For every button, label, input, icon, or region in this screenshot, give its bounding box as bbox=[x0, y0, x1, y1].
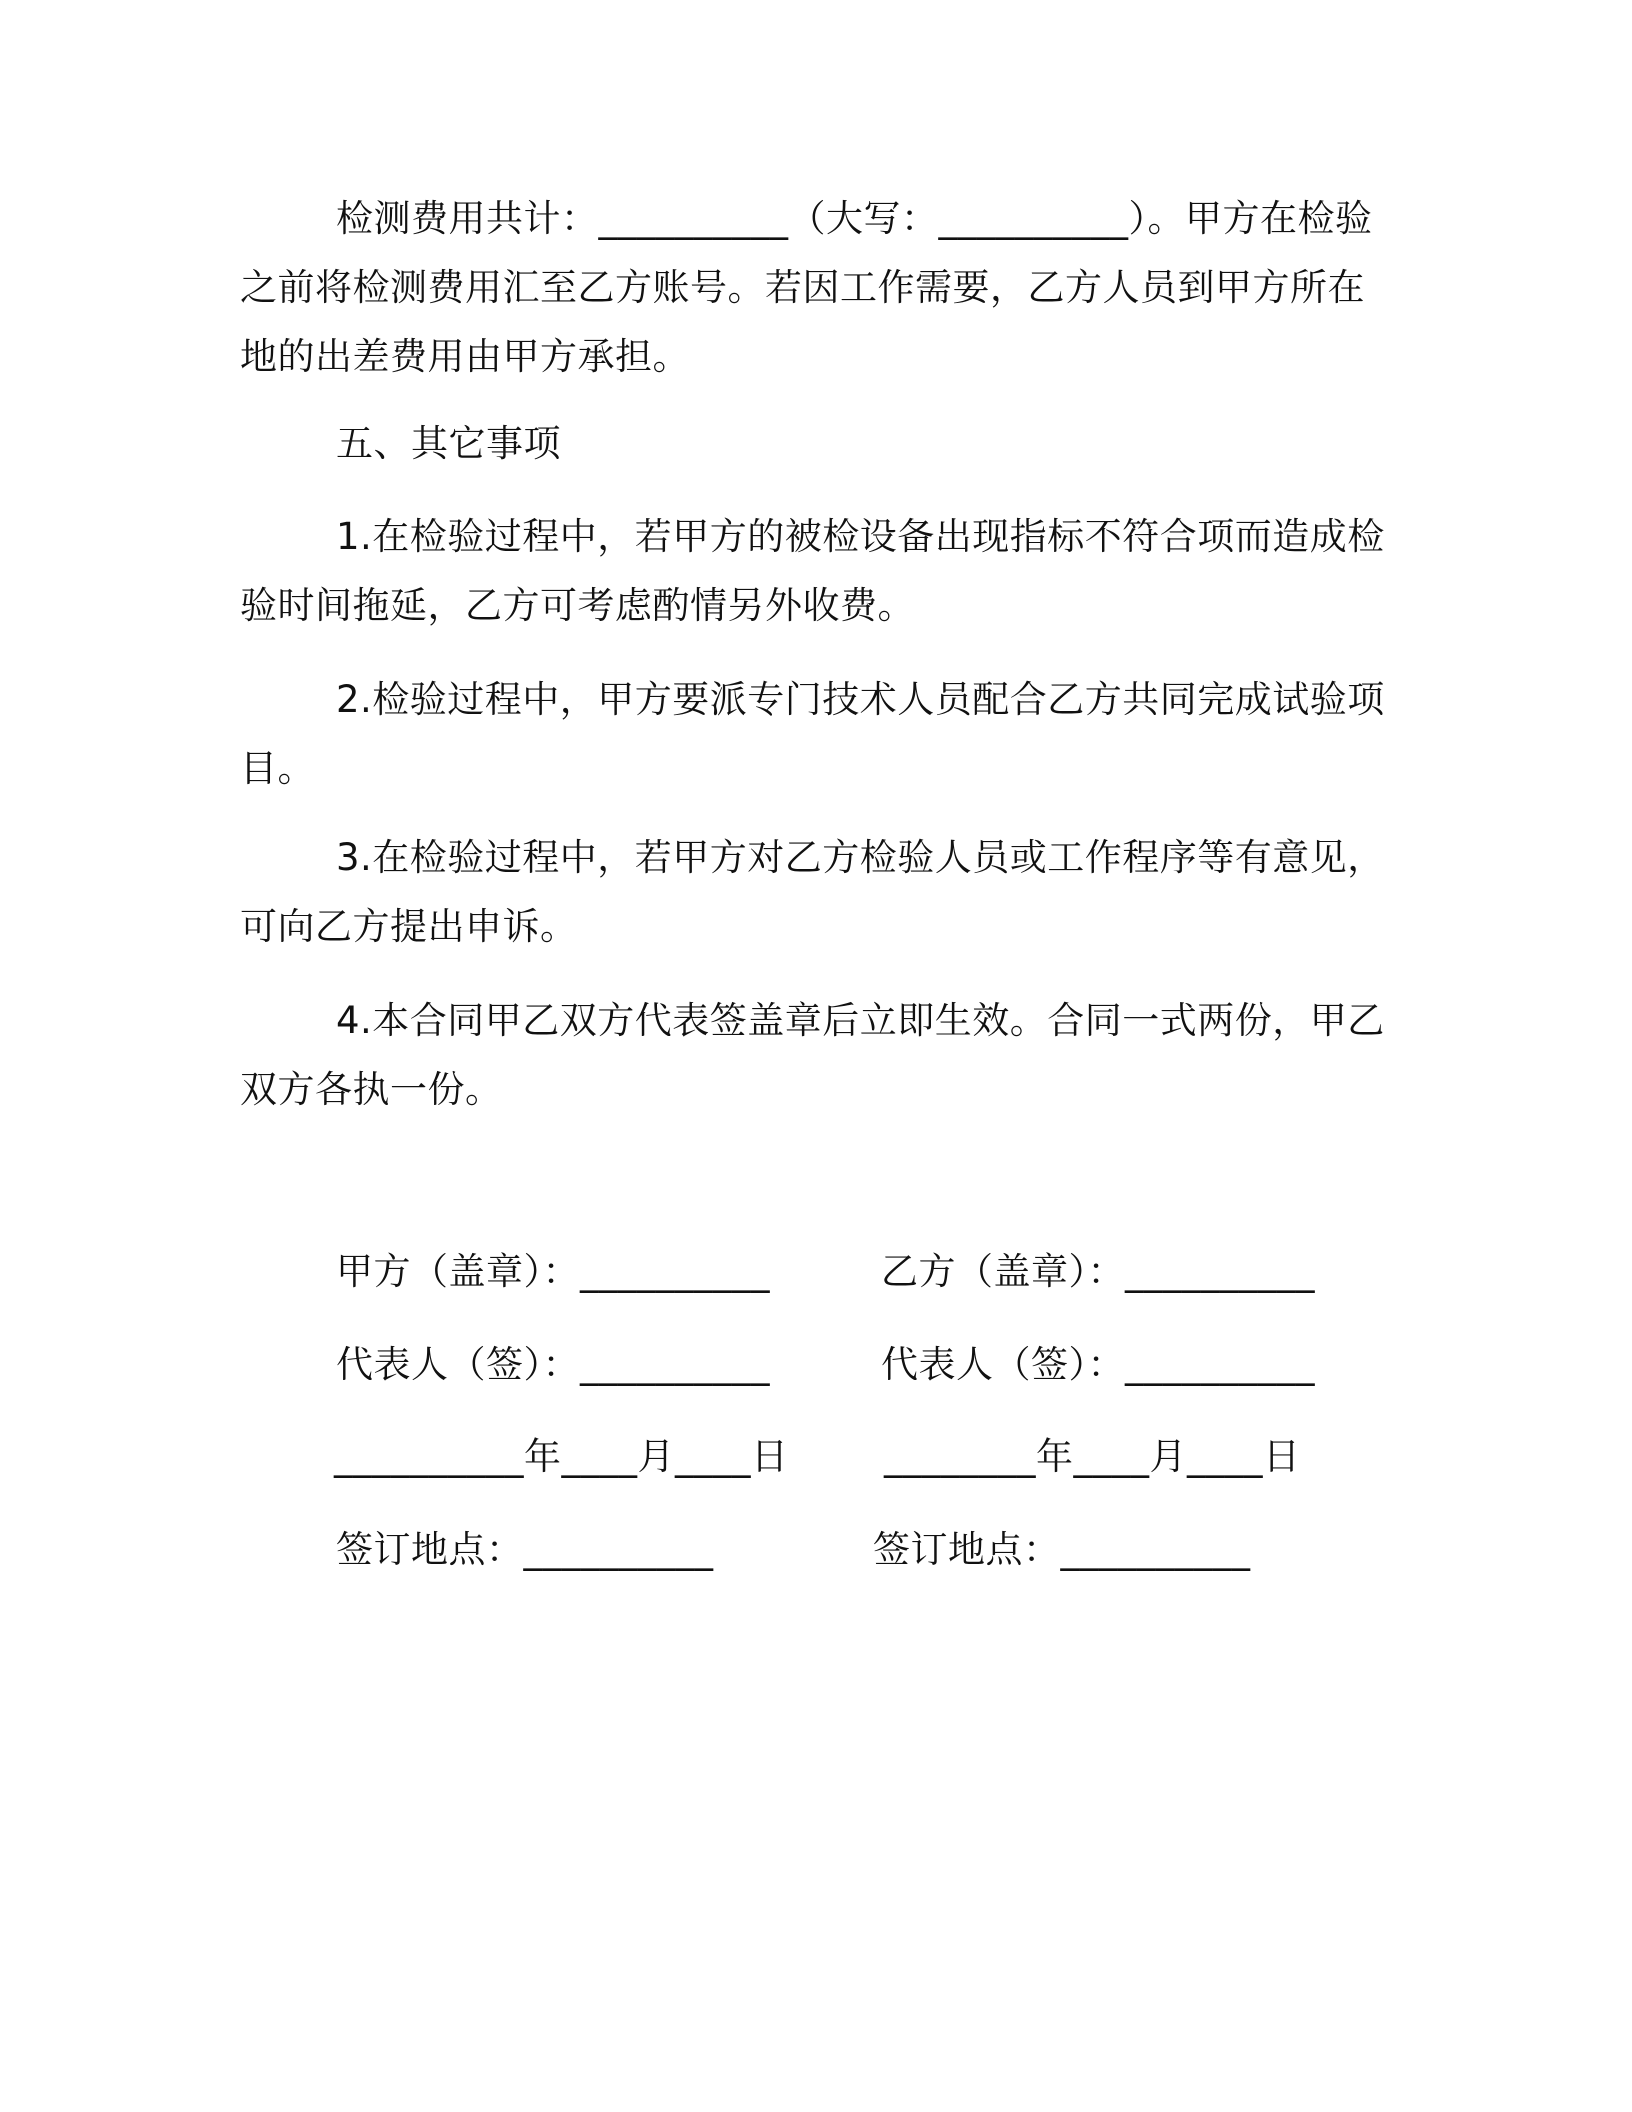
item-1 bbox=[240, 502, 1388, 640]
party-a-signing-place: 签订地点：__________ bbox=[336, 1528, 714, 1571]
party-a-date: __________年____月____日 bbox=[334, 1435, 789, 1478]
item-3 bbox=[240, 823, 1388, 961]
item-4 bbox=[240, 986, 1388, 1124]
party-b-representative: 代表人（签）：__________ bbox=[881, 1343, 1315, 1386]
party-b-date: ________年____月____日 bbox=[884, 1435, 1301, 1478]
item-2 bbox=[240, 665, 1388, 803]
party-a-representative: 代表人（签）：__________ bbox=[336, 1343, 770, 1386]
party-b-signing-place: 签订地点：__________ bbox=[873, 1528, 1251, 1571]
party-b-seal: 乙方（盖章）：__________ bbox=[881, 1250, 1315, 1293]
item-1-text: 1.在检验过程中，若甲方的被检设备出现指标不符合项而造成检验时间拖延，乙方可考虑酌情另外收费。 bbox=[240, 515, 1385, 627]
item-2-text: 2.检验过程中，甲方要派专门技术人员配合乙方共同完成试验项目。 bbox=[240, 678, 1385, 790]
fee-paragraph-text: 检测费用共计：__________（大写：__________）。甲方在检验之前将检测费用汇至乙方账号。若因工作需要，乙方人员到甲方所在地的出差费用由甲方承担。 bbox=[240, 197, 1373, 378]
party-a-seal: 甲方（盖章）：__________ bbox=[336, 1250, 770, 1293]
section-heading bbox=[240, 409, 1388, 478]
section-heading-text: 五、其它事项 bbox=[336, 422, 561, 465]
item-4-text: 4.本合同甲乙双方代表签盖章后立即生效。合同一式两份，甲乙双方各执一份。 bbox=[240, 999, 1385, 1111]
item-3-text: 3.在检验过程中，若甲方对乙方检验人员或工作程序等有意见，可向乙方提出申诉。 bbox=[240, 836, 1385, 948]
fee-paragraph bbox=[240, 184, 1388, 391]
